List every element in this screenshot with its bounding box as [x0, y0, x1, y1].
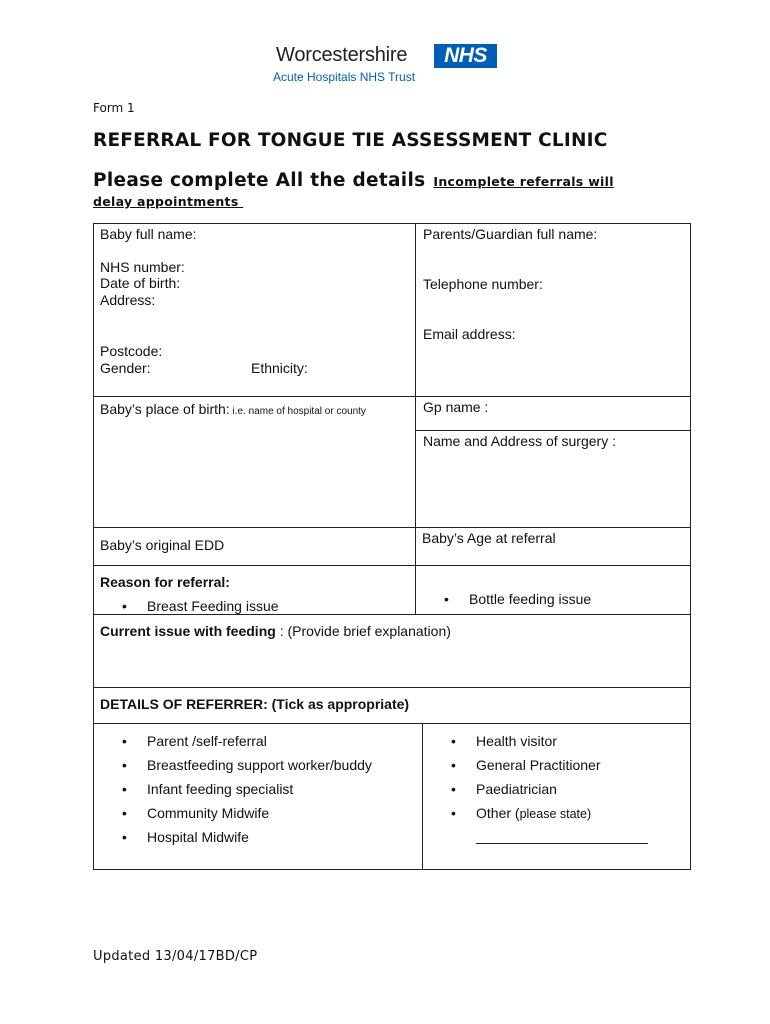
divider-referrer-heading	[93, 723, 691, 724]
current-issue-label: Current issue with feeding	[100, 623, 276, 639]
divider-birth	[93, 527, 691, 528]
divider-reason	[93, 614, 691, 615]
border-right	[690, 223, 691, 870]
instruction-note: Incomplete referrals will	[433, 174, 614, 189]
place-of-birth-hint: i.e. name of hospital or county	[229, 406, 366, 417]
form-number: Form 1	[93, 101, 135, 115]
referrer-option-other[interactable]	[476, 805, 591, 822]
instruction-main: Please complete All the details	[93, 170, 426, 191]
other-hint: please state)	[519, 807, 592, 821]
referrer-option-hospital-midwife[interactable]: • Hospital Midwife	[147, 829, 249, 845]
place-of-birth-label: Baby’s place of birth	[100, 401, 226, 417]
border-top	[93, 223, 691, 224]
nhs-logo-badge: NHS	[434, 44, 497, 68]
current-issue-hint: : (Provide brief explanation)	[275, 623, 451, 639]
field-email[interactable]: Email address:	[423, 326, 516, 342]
reason-option-breast-feeding[interactable]: • Breast Feeding issue	[147, 598, 279, 614]
referrer-option-gp[interactable]: • General Practitioner	[476, 757, 601, 773]
field-nhs-number[interactable]: NHS number:	[100, 259, 185, 275]
logo-trust-name: Worcestershire	[276, 44, 408, 66]
field-parent-full-name[interactable]: Parents/Guardian full name:	[423, 226, 598, 242]
field-surgery-address[interactable]: Name and Address of surgery :	[423, 433, 616, 449]
field-gender[interactable]: Gender:	[100, 360, 151, 376]
field-baby-full-name[interactable]: Baby full name:	[100, 226, 197, 242]
referral-form	[93, 223, 691, 870]
logo-trust-subtitle: Acute Hospitals NHS Trust	[273, 70, 416, 84]
field-original-edd[interactable]: Baby’s original EDD	[100, 537, 225, 553]
footer-updated: Updated 13/04/17BD/CP	[93, 949, 258, 964]
field-gp-name[interactable]: Gp name :	[423, 399, 489, 415]
other-write-in-line[interactable]	[476, 843, 648, 844]
field-current-issue[interactable]	[100, 623, 451, 639]
field-date-of-birth[interactable]: Date of birth:	[100, 275, 181, 291]
other-label: Other (	[476, 805, 520, 821]
field-age-at-referral[interactable]: Baby’s Age at referral	[422, 530, 556, 546]
field-postcode[interactable]: Postcode:	[100, 343, 163, 359]
column-divider-upper	[415, 223, 416, 614]
field-address[interactable]: Address:	[100, 292, 156, 308]
divider-edd	[93, 565, 691, 566]
referrer-heading: DETAILS OF REFERRER: (Tick as appropriate)	[100, 696, 410, 712]
referrer-option-health-visitor[interactable]: • Health visitor	[476, 733, 557, 749]
page-title: REFERRAL FOR TONGUE TIE ASSESSMENT CLINIC	[93, 130, 608, 151]
referrer-option-breastfeeding-support[interactable]: • Breastfeeding support worker/buddy	[147, 757, 372, 773]
column-divider-referrer	[422, 723, 423, 870]
reason-option-bottle-feeding[interactable]: • Bottle feeding issue	[469, 591, 591, 607]
referrer-option-community-midwife[interactable]: • Community Midwife	[147, 805, 269, 821]
divider-parent-details	[415, 396, 691, 397]
border-bottom	[93, 869, 691, 870]
field-telephone[interactable]: Telephone number:	[423, 276, 543, 292]
field-ethnicity[interactable]: Ethnicity:	[251, 360, 308, 376]
instruction-line	[93, 170, 614, 191]
referrer-option-parent[interactable]: • Parent /self-referral	[147, 733, 267, 749]
reason-heading: Reason for referral:	[100, 574, 230, 590]
referrer-option-infant-feeding[interactable]: • Infant feeding specialist	[147, 781, 293, 797]
divider-gp	[415, 430, 691, 431]
trust-logo	[273, 44, 500, 88]
referrer-option-paediatrician[interactable]: • Paediatrician	[476, 781, 557, 797]
border-left	[93, 223, 94, 870]
place-of-birth-colon: :	[225, 401, 230, 417]
divider-current-issue	[93, 687, 691, 688]
field-place-of-birth[interactable]	[100, 401, 366, 420]
divider-baby-details	[93, 396, 415, 397]
instruction-note-continued: delay appointments	[93, 194, 244, 209]
